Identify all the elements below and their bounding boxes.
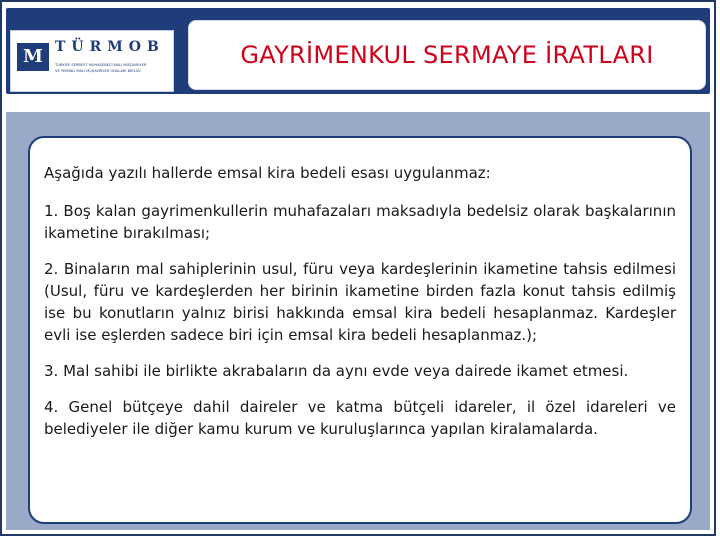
list-item-2: 2. Binaların mal sahiplerinin usul, füru veya kardeşlerinin ikametine tahsis edilmesi (Usul, füru ve kardeşlerden her birinin ikametine birden fazla konut tahsis edilmiş ise bu konutların yalnız birisi hakkında emsal kira bedeli hesaplanmaz. Kardeşler evli ise eşlerden sadece biri için emsal kira bedeli hesaplanmaz.); — [44, 260, 676, 344]
logo-subtitle-line-2: VE YEMİNLİ MALİ MÜŞAVİRLER ODALARI BİRLİĞİ — [55, 69, 141, 73]
page-title: GAYRİMENKUL SERMAYE İRATLARI — [240, 41, 654, 69]
intro-paragraph: Aşağıda yazılı hallerde emsal kira bedeli esası uygulanmaz: — [44, 164, 491, 182]
logo-name: TÜRMOB — [55, 39, 165, 55]
content-panel — [28, 136, 692, 524]
logo-mark-icon — [17, 43, 49, 71]
logo-subtitle-line-1: TÜRKİYE SERBEST MUHASEBECİ MALİ MÜŞAVİRLER — [55, 63, 147, 67]
list-item-3: 3. Mal sahibi ile birlikte akrabaların da aynı evde veya dairede ikamet etmesi. — [44, 362, 629, 380]
title-box — [188, 20, 706, 90]
list-item-1: 1. Boş kalan gayrimenkullerin muhafazaları maksadıyla bedelsiz olarak başkalarının ikametine bırakılması; — [44, 202, 676, 242]
turmob-logo — [10, 30, 174, 92]
logo-mark-letter: M — [23, 46, 43, 67]
list-item-4: 4. Genel bütçeye dahil daireler ve katma bütçeli idareler, il özel idareleri ve belediyeler ile diğer kamu kurum ve kuruluşlarınca yapılan kiralamalarda. — [44, 398, 676, 438]
